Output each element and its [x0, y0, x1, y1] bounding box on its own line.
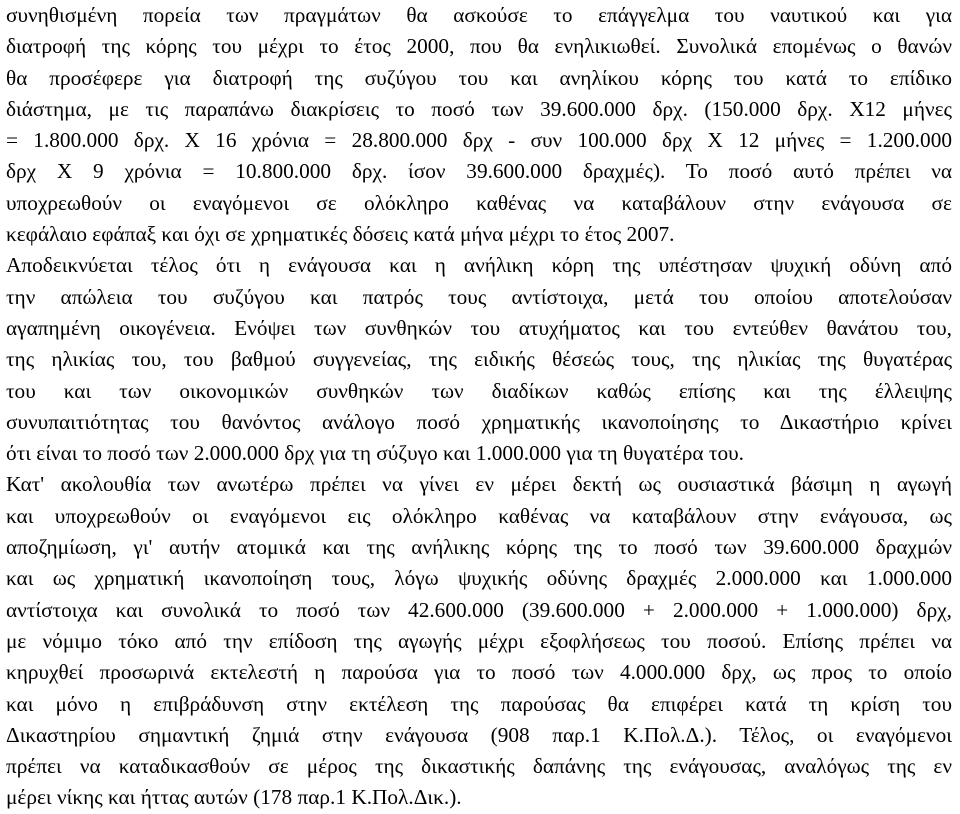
text-line: και ως χρηματική ικανοποίηση τους, λόγω ψυχικής οδύνης δραχμές 2.000.000 και 1.000.000: [6, 566, 952, 591]
text-line: συνηθισμένη πορεία των πραγμάτων θα ασκούσε το επάγγελμα του ναυτικού και για: [6, 3, 952, 27]
text-line: κηρυχθεί προσωρινά εκτελεστή η παρούσα για το ποσό των 4.000.000 δρχ, ως προς το οποίο: [6, 660, 952, 685]
text-line: Κατ' ακολουθία των ανωτέρω πρέπει να γίνει εν μέρει δεκτή ως ουσιαστικά βάσιμη η αγωγή: [6, 472, 952, 497]
text-line: της ηλικίας του, του βαθμού συγγενείας, της ειδικής θέσεώς τους, της ηλικίας της θυγατέρας: [6, 347, 952, 372]
text-line: κεφάλαιο εφάπαξ και όχι σε χρηματικές δόσεις κατά μήνα μέχρι το έτος 2007.: [6, 222, 675, 247]
text-line: διατροφή της κόρης του μέχρι το έτος 2000, που θα ενηλικιωθεί. Συνολικά επομένως ο θανών: [6, 34, 952, 59]
text-line: του και των οικονομικών συνθηκών των διαδίκων καθώς επίσης και της έλλειψης: [6, 378, 952, 403]
text-line: Αποδεικνύεται τέλος ότι η ενάγουσα και η ανήλικη κόρη της υπέστησαν ψυχική οδύνη από: [6, 253, 952, 278]
text-line: και μόνο η επιβράδυνση στην εκτέλεση της παρούσας θα επιφέρει κατά τη κρίση του: [6, 691, 952, 716]
text-line: αντίστοιχα και συνολικά το ποσό των 42.600.000 (39.600.000 + 2.000.000 + 1.000.000) δρχ,: [6, 597, 952, 622]
text-line: με νόμιμο τόκο από την επίδοση της αγωγής μέχρι εξοφλήσεως του ποσού. Επίσης πρέπει να: [6, 628, 952, 653]
text-line: θα προσέφερε για διατροφή της συζύγου του και ανηλίκου κόρης του κατά το επίδικο: [6, 65, 952, 90]
text-line: αγαπημένη οικογένεια. Ενόψει των συνθηκών του ατυχήματος και του εντεύθεν θανάτου του,: [6, 315, 952, 340]
text-line: αποζημίωση, γι' αυτήν ατομικά και της ανήλικης κόρης της το ποσό των 39.600.000 δραχμών: [6, 535, 952, 560]
text-line: την απώλεια του συζύγου και πατρός τους αντίστοιχα, μετά του οποίου αποτελούσαν: [6, 284, 952, 309]
text-line: μέρει νίκης και ήττας αυτών (178 παρ.1 Κ.Πολ.Δικ.).: [6, 785, 462, 810]
text-line: υποχρεωθούν οι εναγόμενοι σε ολόκληρο καθένας να καταβάλουν στην ενάγουσα σε: [6, 190, 952, 215]
text-line: συνυπαιτιότητας του θανόντος ανάλογο ποσό χρηματικής ικανοποίησης το Δικαστήριο κρίνει: [6, 409, 952, 434]
paragraph-emotional-distress: [6, 250, 960, 469]
paragraph-ruling: [6, 469, 960, 813]
text-line: διάστημα, με τις παραπάνω διακρίσεις το ποσό των 39.600.000 δρχ. (150.000 δρχ. Χ12 μήνες: [6, 96, 952, 121]
text-line: ότι είναι το ποσό των 2.000.000 δρχ για τη σύζυγο και 1.000.000 για τη θυγατέρα του.: [6, 441, 744, 466]
text-line: δρχ Χ 9 χρόνια = 10.800.000 δρχ. ίσον 39.600.000 δραχμές). Το ποσό αυτό πρέπει να: [6, 159, 952, 184]
paragraph-maintenance-calculation: [6, 0, 960, 250]
text-line: Δικαστηρίου σημαντική ζημιά στην ενάγουσα (908 παρ.1 Κ.Πολ.Δ.). Τέλος, οι εναγόμενοι: [6, 722, 952, 747]
text-line: = 1.800.000 δρχ. Χ 16 χρόνια = 28.800.000 δρχ - συν 100.000 δρχ Χ 12 μήνες = 1.200.000: [6, 128, 952, 153]
text-line: πρέπει να καταδικασθούν σε μέρος της δικαστικής δαπάνης της ενάγουσας, αναλόγως της εν: [6, 754, 952, 779]
text-line: και υποχρεωθούν οι εναγόμενοι εις ολόκληρο καθένας να καταβάλουν στην ενάγουσα, ως: [6, 503, 952, 528]
